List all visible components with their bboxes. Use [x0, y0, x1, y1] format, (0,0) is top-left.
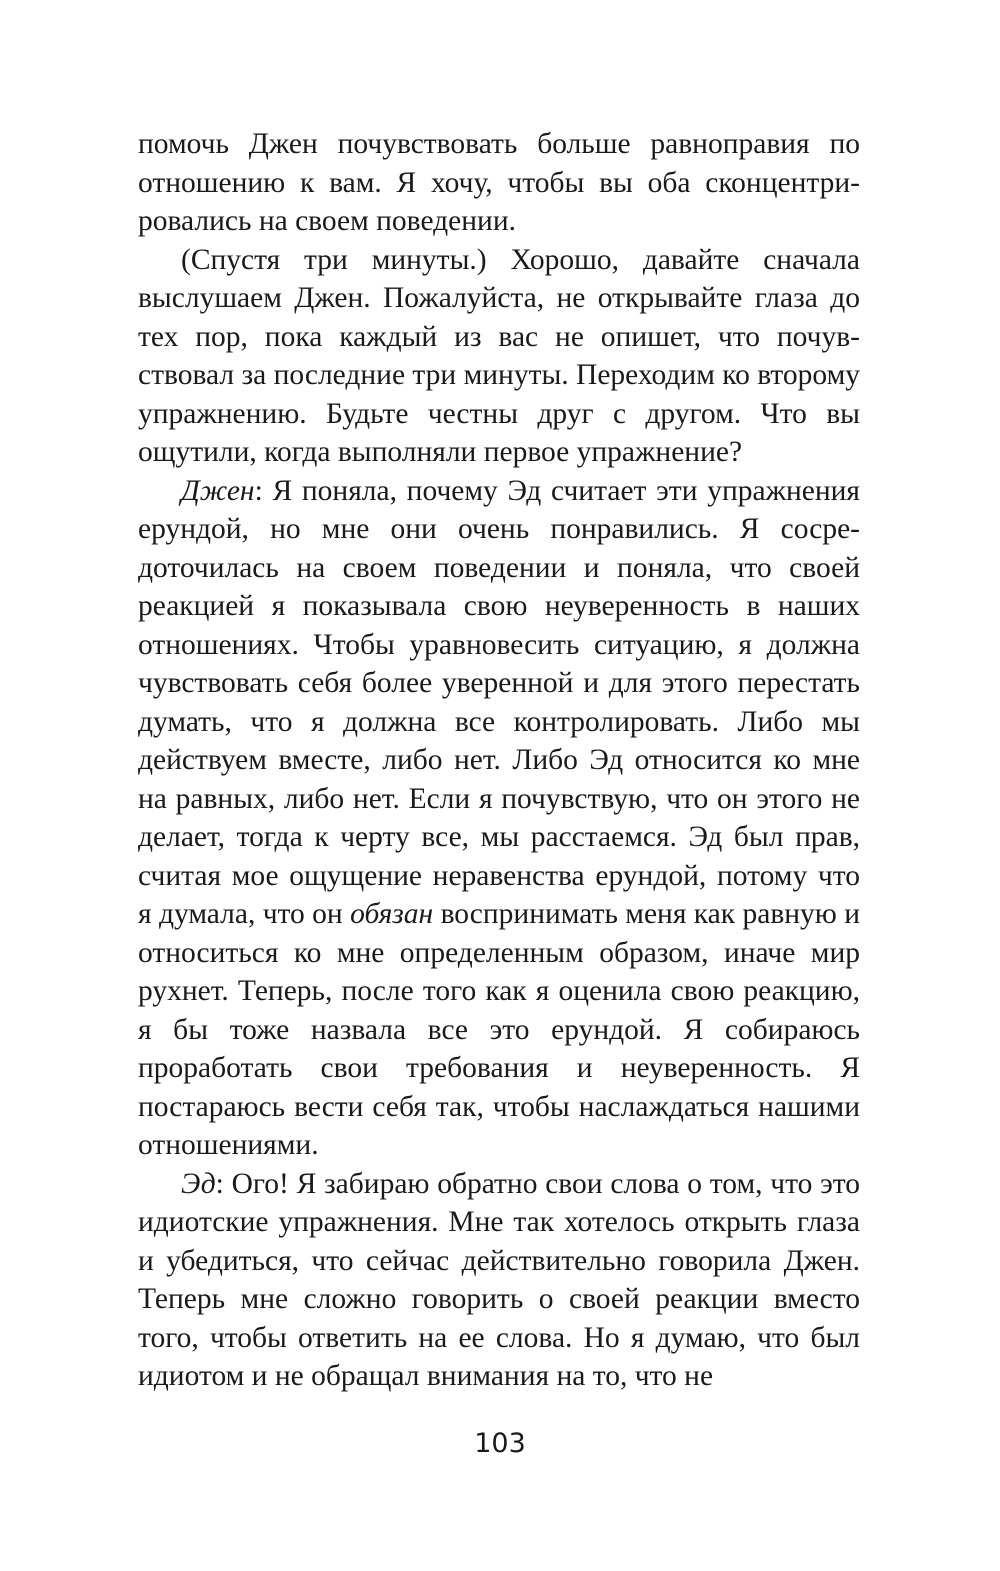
emphasized-word: обязан — [350, 898, 434, 930]
paragraph-text: помочь Джен почувствовать больше равноправия по отношению к вам. Я хочу, чтобы вы оба сконцентрировались на своем поведении. — [138, 128, 860, 237]
speaker-name-ed: Эд — [181, 1167, 216, 1200]
paragraph-3-jen — [138, 472, 860, 1165]
paragraph-4-ed — [138, 1165, 860, 1396]
paragraph-2 — [138, 241, 860, 472]
page-number: 103 — [474, 1428, 526, 1459]
paragraph-text: : Ого! Я забираю обратно свои слова о том, что это идиотские упражнения. Мне так хотелось открыть глаза и убедиться, что сейчас действительно говорила Джен. Теперь мне сложно говорить о своей реакции вместо того, чтобы ответить на ее слова. Но я думаю, что был идиотом и не обращал внимания на то, что не — [138, 1167, 860, 1392]
page-text — [138, 125, 860, 1396]
paragraph-1 — [138, 125, 860, 241]
speaker-name-jen: Джен — [181, 474, 255, 507]
paragraph-text: : Я поняла, почему Эд считает эти упражнения ерундой, но мне они очень понравились. Я сосредоточилась на своем поведении и поняла, что своей реакцией я показывала свою неуверенность в наших отношениях. Чтобы уравновесить ситуацию, я должна чувствовать себя более уверенной и для этого перестать думать, что я должна все контролировать. Либо мы действуем вместе, либо нет. Либо Эд относится ко мне на равных, либо нет. Если я почувствую, что он этого не делает, тогда к черту все, мы расстаемся. Эд был прав, считая мое ощущение неравенства ерундой, потому что я думала, что он — [138, 474, 860, 930]
paragraph-text: (Спустя три минуты.) Хорошо, давайте сначала выслушаем Джен. Пожалуйста, не открывайте глаза до тех пор, пока каждый из вас не опишет, что почувствовал за последние три минуты. Переходим ко второму упражнению. Будьте честны друг с другом. Что вы ощутили, когда выполняли первое упражнение? — [138, 243, 861, 468]
paragraph-text: воспринимать меня как равную и относиться ко мне определенным образом, иначе мир рухнет. Теперь, после того как я оценила свою реакцию, я бы тоже назвала все это ерундой. Я собираюсь проработать свои требования и неуверенность. Я постараюсь вести себя так, чтобы наслаждаться нашими отношениями. — [138, 898, 860, 1161]
